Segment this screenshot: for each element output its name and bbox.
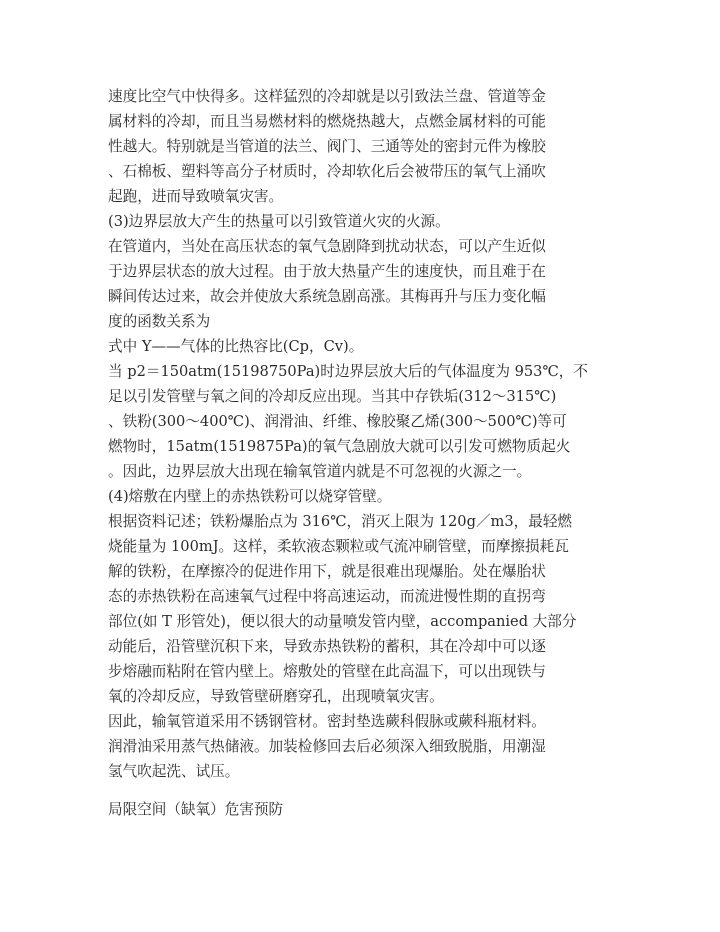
text-line: 氧的冷却反应，导致管壁研磨穿孔，出现喷氧灾害。	[108, 688, 444, 705]
text-line: 起跑，进而导致喷氧灾害。	[108, 188, 284, 205]
text-line: 、石棉板、塑料等高分子材质时，冷却软化后会被带压的氧气上涌吹	[108, 163, 546, 180]
text-line: 态的赤热铁粉在高速氧气过程中将高速运动，而流进慢性期的直拐弯	[108, 588, 546, 605]
text-line: 燃物时，15atm(1519875Pa)的氧气急剧放大就可以引发可燃物质起火	[108, 438, 571, 455]
text-line: 氢气吹起洗、试压。	[108, 763, 240, 780]
text-line: 性越大。特别就是当管道的法兰、阀门、三通等处的密封元件为橡胶	[108, 138, 546, 155]
paragraph-gap	[108, 784, 608, 797]
document-page	[108, 84, 608, 822]
text-line: 度的函数关系为	[108, 313, 211, 330]
text-line: 在管道内，当处在高压状态的氧气急剧降到扰动状态，可以产生近似	[108, 238, 546, 255]
text-line: (3)边界层放大产生的热量可以引致管道火灾的火源。	[108, 213, 450, 230]
text-line: 属材料的冷却，而且当易燃材料的燃烧热越大，点燃金属材料的可能	[108, 113, 546, 130]
text-line: 瞬间传达过来，故会并使放大系统急剧高涨。其梅再升与压力变化幅	[108, 288, 546, 305]
text-line: 、铁粉(300～400℃)、润滑油、纤维、橡胶聚乙烯(300～500℃)等可	[108, 413, 567, 430]
text-line: 当 p2＝150atm(15198750Pa)时边界层放大后的气体温度为 953℃，不	[108, 363, 588, 380]
text-line: 足以引发管壁与氧之间的冷却反应出现。当其中存铁垢(312～315℃)	[108, 388, 557, 405]
text-line: 部位(如 T 形管处)，便以很大的动量喷发管内壁，accompanied 大部分	[108, 613, 577, 630]
section-heading: 局限空间（缺氧）危害预防	[108, 801, 284, 818]
text-line: 烧能量为 100mJ。这样，柔软液态颗粒或气流冲刷管壁，而摩擦损耗瓦	[108, 538, 569, 555]
text-line: 润滑油采用蒸气热储液。加装检修回去后必须深入细致脱脂，用潮湿	[108, 738, 546, 755]
text-line: 步熔融而粘附在管内壁上。熔敷处的管壁在此高温下，可以出现铁与	[108, 663, 546, 680]
text-line: 根据资料记述；铁粉爆胎点为 316℃，消灭上限为 120g／m3，最轻燃	[108, 513, 573, 530]
text-line: 因此，输氧管道采用不锈钢管材。密封垫选蕨科假脉或蕨科瓶材料。	[108, 713, 546, 730]
text-line: 。因此，边界层放大出现在输氧管道内就是不可忽视的火源之一。	[108, 463, 532, 480]
text-line: 动能后，沿管壁沉积下来，导致赤热铁粉的蓄积，其在冷却中可以逐	[108, 638, 546, 655]
text-line: 式中 Y——气体的比热容比(Cp，Cv)。	[108, 338, 364, 355]
text-line: 解的铁粉，在摩擦冷的促进作用下，就是很难出现爆胎。处在爆胎状	[108, 563, 546, 580]
body-text	[108, 84, 608, 784]
text-line: (4)熔敷在内壁上的赤热铁粉可以烧穿管壁。	[108, 488, 392, 505]
text-line: 速度比空气中快得多。这样猛烈的冷却就是以引致法兰盘、管道等金	[108, 88, 546, 105]
text-line: 于边界层状态的放大过程。由于放大热量产生的速度快，而且难于在	[108, 263, 546, 280]
